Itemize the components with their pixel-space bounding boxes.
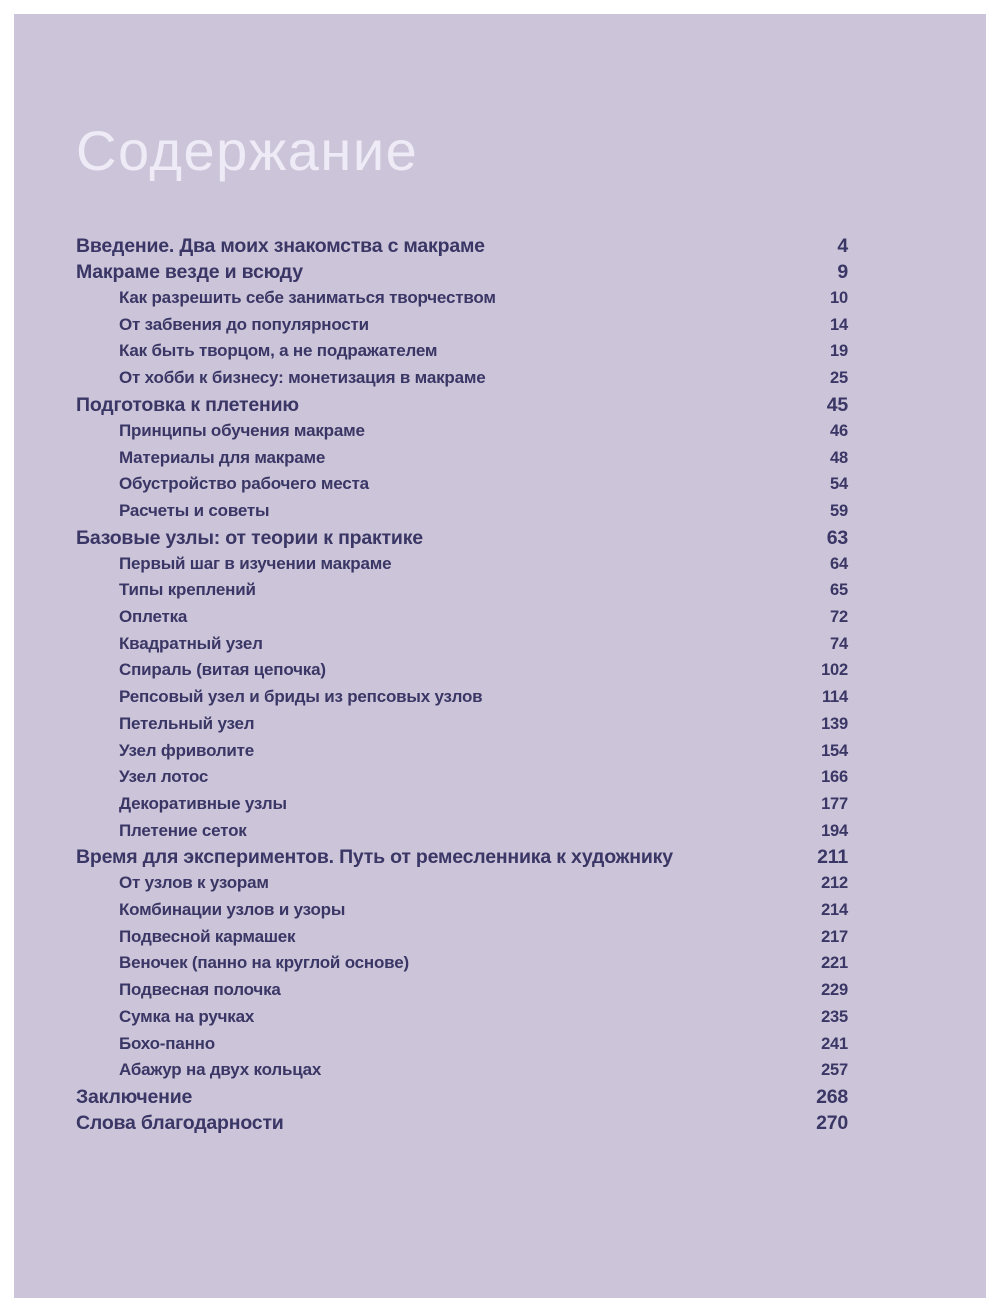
toc-entry-page: 177	[821, 794, 848, 813]
toc-entry-label: Спираль (витая цепочка)	[119, 660, 326, 680]
toc-entry-label: Сумка на ручках	[119, 1006, 255, 1026]
toc-entry-page: 54	[830, 475, 848, 494]
toc-entry	[76, 1110, 848, 1136]
toc-entry	[76, 471, 848, 498]
toc-entry	[76, 312, 848, 339]
toc-entry	[76, 657, 848, 684]
toc-entry-label: Веночек (панно на круглой основе)	[119, 953, 409, 973]
toc-entry-label: Как разрешить себе заниматься творчеством	[119, 288, 496, 307]
toc-entry-label: Квадратный узел	[119, 633, 263, 653]
toc-entry	[76, 684, 848, 711]
toc-entry-page: 214	[821, 901, 848, 920]
toc-entry-label: Узел фриволите	[119, 740, 255, 760]
toc-entry-label: Репсовый узел и бриды из репсовых узлов	[119, 687, 483, 707]
toc-entry-label: Обустройство рабочего места	[119, 474, 369, 494]
toc-entry	[76, 738, 848, 765]
toc-entry-label: Подвесная полочка	[119, 980, 281, 1000]
toc-entry-page: 211	[817, 846, 848, 869]
toc-entry-page: 102	[821, 661, 848, 680]
toc-entry-page: 270	[816, 1111, 848, 1134]
toc-entry-page: 65	[830, 581, 848, 600]
toc-entry	[76, 525, 848, 551]
toc-entry	[76, 285, 848, 312]
toc-entry-page: 194	[821, 821, 848, 840]
toc-entry-page: 59	[830, 501, 848, 520]
toc-entry-page: 154	[821, 741, 848, 760]
toc-entry	[76, 764, 848, 791]
toc-entry-label: От забвения до популярности	[119, 314, 369, 334]
toc-entry	[76, 791, 848, 818]
toc-entry-label: Типы креплений	[119, 580, 256, 600]
toc-entry-page: 217	[821, 927, 848, 946]
toc-entry-label: Время для экспериментов. Путь от ремесленника к художнику	[76, 846, 673, 869]
toc-entry-label: Плетение сеток	[119, 820, 247, 840]
toc-entry-page: 257	[821, 1061, 848, 1080]
toc-entry-page: 139	[821, 714, 848, 733]
toc-entry-label: Подготовка к плетению	[76, 393, 299, 416]
toc-entry-page: 48	[830, 448, 848, 467]
toc-entry	[76, 1004, 848, 1031]
toc-entry	[76, 365, 848, 392]
toc-entry-page: 45	[826, 393, 848, 416]
page-title: Содержание	[76, 119, 419, 182]
toc-entry-page: 74	[830, 634, 848, 653]
toc-entry-page: 268	[816, 1085, 848, 1108]
toc-list	[76, 233, 848, 1136]
toc-entry	[76, 338, 848, 365]
toc-entry-label: Бохо-панно	[119, 1033, 215, 1053]
toc-entry-label: Оплетка	[119, 607, 188, 627]
toc-entry-label: Заключение	[76, 1085, 193, 1108]
toc-entry	[76, 631, 848, 658]
toc-entry	[76, 445, 848, 472]
toc-entry-page: 221	[821, 954, 848, 973]
toc-entry-label: Материалы для макраме	[119, 447, 326, 467]
toc-entry-page: 241	[821, 1034, 848, 1053]
toc-entry-page: 166	[821, 768, 848, 787]
toc-entry-label: Принципы обучения макраме	[119, 420, 365, 440]
toc-entry-page: 14	[830, 315, 848, 334]
toc-entry-page: 114	[821, 688, 848, 707]
toc-entry	[76, 259, 848, 285]
toc-entry-label: Слова благодарности	[76, 1111, 284, 1134]
toc-entry	[76, 1057, 848, 1084]
toc-entry-label: Абажур на двух кольцах	[119, 1060, 322, 1080]
toc-entry-page: 72	[830, 608, 848, 627]
toc-entry	[76, 1084, 848, 1110]
toc-entry-page: 63	[826, 526, 848, 549]
toc-entry-label: Макраме везде и всюду	[76, 261, 303, 283]
toc-entry	[76, 977, 848, 1004]
toc-entry	[76, 711, 848, 738]
toc-entry	[76, 604, 848, 631]
toc-entry-page: 212	[821, 874, 848, 893]
book-page	[14, 14, 986, 1298]
toc-entry	[76, 818, 848, 845]
toc-entry-page: 19	[830, 342, 848, 361]
toc-entry	[76, 392, 848, 418]
toc-entry	[76, 897, 848, 924]
toc-entry	[76, 844, 848, 870]
toc-entry-label: От узлов к узорам	[119, 873, 269, 893]
toc-entry	[76, 577, 848, 604]
toc-entry-page: 4	[837, 235, 848, 257]
toc-entry-label: Первый шаг в изучении макраме	[119, 553, 392, 573]
toc-entry	[76, 1031, 848, 1058]
toc-entry-label: Узел лотос	[119, 767, 209, 787]
toc-entry	[76, 418, 848, 445]
toc-entry-page: 235	[821, 1007, 848, 1026]
toc-entry	[76, 950, 848, 977]
toc-entry-label: Базовые узлы: от теории к практике	[76, 526, 423, 549]
toc-entry	[76, 870, 848, 897]
toc-entry-label: Введение. Два моих знакомства с макраме	[76, 235, 485, 257]
toc-entry-page: 46	[830, 421, 848, 440]
toc-entry	[76, 498, 848, 525]
toc-entry-page: 229	[821, 981, 848, 1000]
toc-entry-label: Петельный узел	[119, 713, 255, 733]
toc-entry-page: 9	[837, 261, 848, 283]
toc-entry-label: Расчеты и советы	[119, 500, 270, 520]
toc-entry-label: Подвесной кармашек	[119, 926, 296, 946]
toc-entry-label: От хобби к бизнесу: монетизация в макраме	[119, 368, 486, 388]
toc-entry-page: 25	[830, 369, 848, 388]
toc-entry-page: 64	[830, 554, 848, 573]
toc-entry-label: Комбинации узлов и узоры	[119, 900, 346, 920]
toc-entry-page: 10	[830, 289, 848, 307]
toc-entry-label: Декоративные узлы	[119, 793, 287, 813]
toc-entry	[76, 233, 848, 259]
toc-entry	[76, 924, 848, 951]
toc-entry-label: Как быть творцом, а не подражателем	[119, 341, 438, 361]
toc-entry	[76, 551, 848, 578]
